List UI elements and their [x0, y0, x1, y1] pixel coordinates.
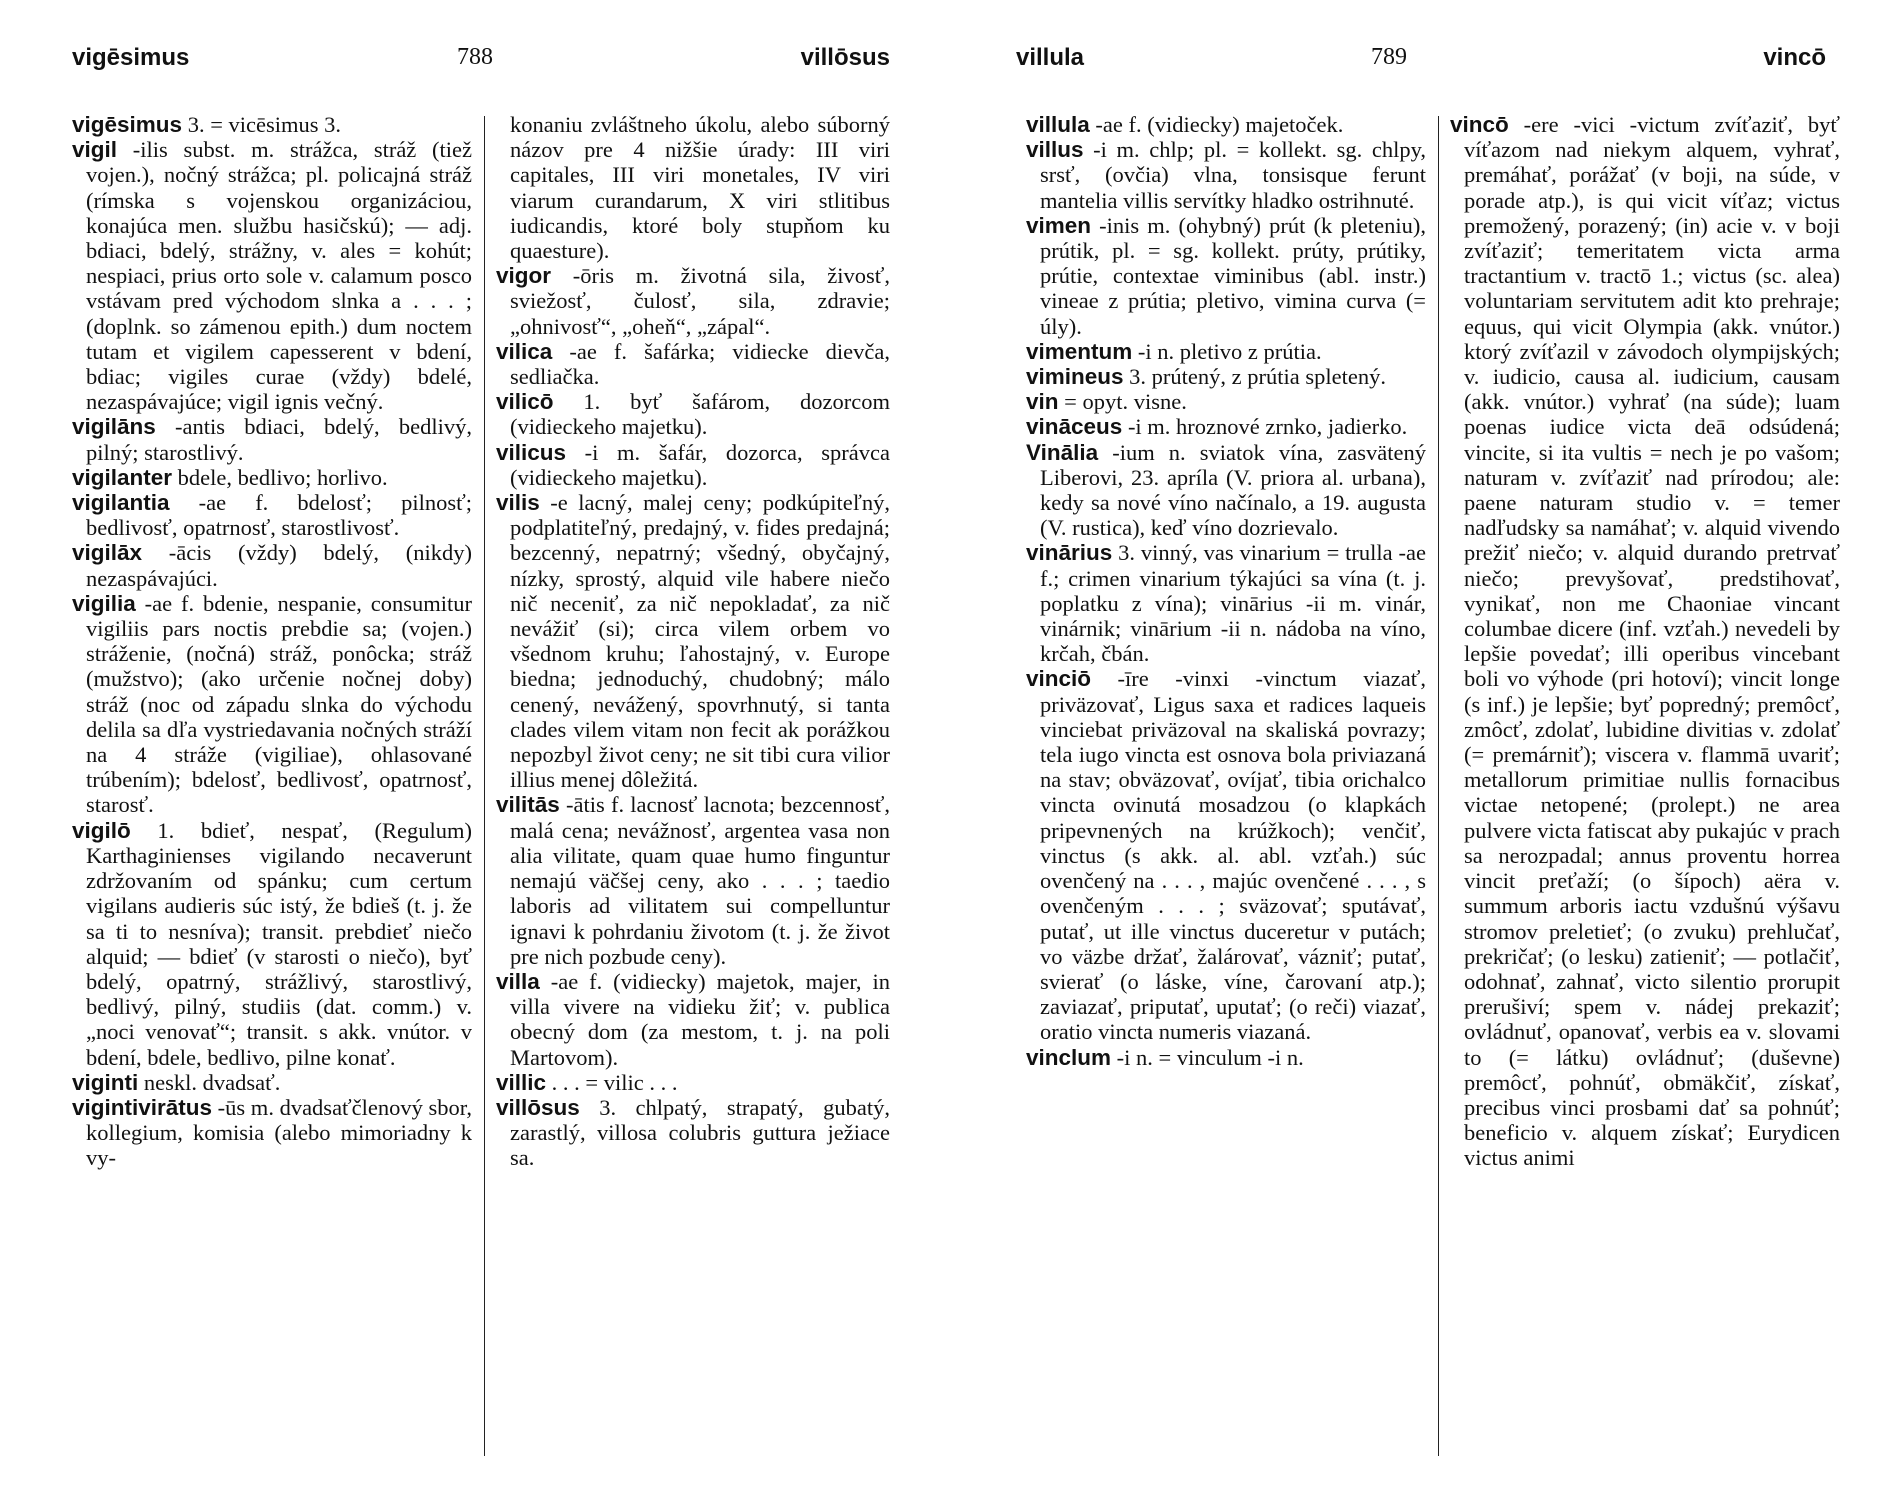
entry-definition: -ae f. (vidiecky) majetoček. — [1089, 112, 1344, 137]
right-page-column-1 — [1026, 112, 1426, 1472]
entry-headword: vimen — [1026, 212, 1092, 238]
entry-headword: Vināliа — [1026, 439, 1099, 465]
dictionary-entry — [1026, 440, 1426, 541]
right-page — [944, 0, 1888, 1500]
dictionary-entry — [496, 490, 890, 792]
entry-definition: -ium n. sviatok vína, zasvätený Liberovi, 23. apríla (V. priora al. urbana), kedy sa nové víno načínalo, a 19. augusta (V. rustica), keď víno dozrievalo. — [1040, 439, 1426, 541]
entry-definition: -ae f. šafárka; vidiecke dievča, sedliačka. — [510, 338, 890, 390]
entry-definition: bdele, bedlivo; horlivo. — [172, 464, 388, 490]
entry-headword: villic — [496, 1069, 547, 1095]
entry-definition: 1. bdieť, nespať, (Regulum) Karthaginienses vigilando necaverunt zdržovaním od spánku; cum certum vigilans audieris súc istý, že bdieš (t. j. že sa ti to nesníva); transit. prebdieť niečo alquid; — bdieť (v starosti o niečo), byť bdelý, opatrný, strážlivý, starostlivý, bedlivý, pilný, studiis (dat. comm.) v. „noci venovať“; transit. s akk. vnútor. v bdení, bdele, bedlivo, pilne konať. — [86, 817, 472, 1070]
dictionary-entry — [72, 818, 472, 1070]
entry-headword: vigilāx — [72, 540, 143, 566]
dictionary-entry — [496, 1070, 890, 1095]
entry-definition: -ātis f. lacnosť lacnota; bezcennosť, malá cena; nevážnosť, argentea vasa non alia vilitate, quam quae humo finguntur nemajú väčšej ceny, ako . . . ; taedio laboris ad vilitatem sui compelluntur ignavi k pohrdaniu životom (t. j. že život pre nich pozbude ceny). — [510, 792, 890, 969]
entry-definition: . . . = vilic . . . — [546, 1069, 678, 1095]
dictionary-entry — [1026, 540, 1426, 666]
dictionary-entry — [496, 389, 890, 439]
entry-definition: -īre -vinxi -vinctum viazať, priväzovať, Ligus saxa et radices laqueis vinciebat priväzoval na skaliská povrazy; tela iugo vincta est osnova bola priviazaná na stav; obväzovať, ovíjať, tibia orichalco vincta ovinutá mosadzou (o klapkách pripevnených na krúžkoch); venčiť, vinctus (s akk. al. abl. vzťah.) súc ovenčený na . . . , majúc ovenčené . . . , s ovenčeným . . . ; sväzovať; sputávať, putať, ut ille vinctus duceretur v putách; vo väzbe držať, žalárovať, vázniť; putať, svierať (o láske, víne, čarovaní atp.); zaviazať, priputať, uputať; (o reči) viazať, oratio vincta numeris viazaná. — [1040, 666, 1426, 1045]
dictionary-entry — [72, 465, 472, 490]
left-page-column-1 — [72, 112, 472, 1472]
entry-definition: 1. byť šafárom, dozorcom (vidieckeho majetku). — [510, 389, 890, 440]
dictionary-entry — [1026, 666, 1426, 1044]
running-head-first-word: villula — [1016, 44, 1085, 71]
running-head-last-word: vincō — [1763, 44, 1826, 71]
entry-definition: 3. = vicēsimus 3. — [182, 112, 341, 137]
dictionary-entry — [72, 591, 472, 818]
entry-headword: vigilāns — [72, 414, 156, 440]
entry-definition: neskl. dvadsať. — [138, 1069, 281, 1095]
entry-definition: -e lacný, malej ceny; podkúpiteľný, podplatiteľný, predajný, v. fides predajná; bezcenný, nepatrný; všedný, obyčajný, nízky, sprostý, alquid vile habere niečo nič neceniť, za nič nepokladať, za nič nevážiť (si); circa vilem orbem vo všednom kruhu; ľahostajný, v. Europe biedna; jednoduchý, chudobný; málo cenený, nevážený, spovrhnutý, si tanta clades vilem vitam non fecit ak porážkou nepozbyl život ceny; ne sit tibi cura vilior illius menej dôležitá. — [510, 490, 890, 793]
entry-headword: villus — [1026, 137, 1084, 163]
column-divider — [484, 116, 485, 1456]
entry-definition: -i n. = vinculum -i n. — [1111, 1044, 1304, 1070]
entry-headword: vilis — [496, 490, 540, 516]
dictionary-entry — [496, 1095, 890, 1171]
entry-definition: -ācis (vždy) bdelý, (nikdy) nezaspávajúci. — [86, 540, 472, 591]
entry-definition: -ae f. bdelosť; pilnosť; bedlivosť, opatrnosť, starostlivosť. — [86, 490, 472, 541]
entry-definition: -ilis subst. m. strážca, stráž (tiež vojen.), nočný strážca; pl. policajná stráž (rímska s vojenskou organizáciou, konajúca men. službu hasičskú); — adj. bdiaci, bdelý, strážny, v. ales = kohút; nespiaci, prius orto sole v. calamum posco vstávam pred východom slnka a . . . ; (doplnk. so zámenou epith.) dum noctem tutam et vigilem capesserent v bdení, bdiac; vigiles curae (vždy) bdelé, nezaspávajúce; vigil ignis večný. — [86, 137, 472, 415]
dictionary-entry — [72, 1070, 472, 1095]
dictionary-entry — [72, 112, 472, 137]
entry-headword: vilitās — [496, 792, 560, 818]
entry-headword: vigēsimus — [72, 112, 183, 137]
entry-definition: 3. chlpatý, strapatý, gubatý, zarastlý, villosa colubris guttura ježiace sa. — [510, 1094, 890, 1171]
entry-headword: vigor — [496, 263, 552, 289]
dictionary-entry — [1026, 137, 1426, 213]
entry-definition: -ūs m. dvadsaťčlenový sbor, kollegium, komisia (alebo mimoriadny k vy- — [86, 1094, 472, 1171]
dictionary-entry — [1026, 364, 1426, 389]
dictionary-entry — [496, 969, 890, 1070]
entry-headword: vincō — [1450, 112, 1509, 137]
dictionary-entry: konaniu zvláštneho úkolu, alebo súborný názov pre 4 nižšie úrady: III viri capitales, III viri monetales, IV viri viarum curandarum, X viri stlitibus iudicandis, ktoré boly stupňom ku quaesture). — [510, 112, 890, 264]
entry-headword: viginti — [72, 1069, 139, 1095]
entry-definition: 3. vinný, vas vinarium = trulla -ae f.; crimen vinarium týkajúci sa vína (t. j. poplatku z vína); vinārius -ii m. vinár, vinárnik; vinārium -ii n. nádoba na víno, krčah, čbán. — [1040, 540, 1426, 667]
entry-definition: -ōris m. životná sila, živosť, sviežosť, čulosť, sila, zdravie; „ohnivosť“, „oheň“, „zápal“. — [510, 263, 890, 339]
entry-headword: vinārius — [1026, 540, 1113, 566]
entry-definition: -inis m. (ohybný) prút (k pleteniu), prútik, pl. = sg. kollekt. prúty, prútiky, prútie, contextae viminibus (abl. instr.) vineae z prútia; pletivo, vimina curva (= úly). — [1040, 212, 1426, 339]
entry-headword: vilica — [496, 338, 553, 364]
entry-headword: vigilanter — [72, 464, 173, 490]
dictionary-entry — [72, 414, 472, 464]
dictionary-entry — [1450, 112, 1840, 1171]
dictionary-entry — [1026, 1045, 1426, 1070]
column-divider — [1438, 116, 1439, 1456]
entry-definition: -ae f. bdenie, nespanie, consumitur vigiliis pars noctis prebdie sa; (vojen.) stráženie, (nočná) stráž, ponôcka; stráž (mužstvo); (ako určenie nočnej doby) stráž (noc od západu slnka do východu delila sa dľa vystriedavania nočných stráží na 4 stráže (vigiliae), ohlasované trúbením); bdelosť, bedlivosť, opatrnosť, starosť. — [86, 590, 472, 818]
entry-definition: -ere -vici -victum zvíťaziť, byť víťazom nad niekym alquem, vyhrať, premáhať, porážať (v boji, na súde, v porade atp.), is qui vicit víťaz; victus premožený, porazený; (in) acie v. v boji zvíťaziť; temeritatem victa arma tractantium v. tractō 1.; victus (sc. alea) voluntariam servitutem adit kto prehraje; equus, qui vicit Olympia (akk. vnútor.) ktorý zvíťazil v závodoch olympijských; v. iudicio, causa al. iudicium, causam (akk. vnútor.) vyhrať (na súde); luam poenas iudice victa deā odsúdená; vincite, si ita vultis = nech je po vašom; naturam v. zvíťaziť nad prírodou; ale: paene naturam studio v. = temer nadľudsky sa namáhať; v. alquid vivendo prežiť niečo; v. alquid durando pretrvať niečo; prevyšovať, predstihovať, vynikať, non me Chaoniae vincant columbae dicere (inf. vzťah.) nevedeli by lepšie povedať; illi operibus vincebant boli vo výhode (pri hotoví); vincit longe (s inf.) je lepšie; byť popredný; premôcť, zmôcť, zdolať, lubidine divitias v. zdolať (= premárniť); viscera v. flammā uvariť; metallorum primitiae nullis fornacibus victae netopené; (prolept.) ne area pulvere victa fatiscat aby pukajúc v prach sa nerozpadal; annus proventu horrea vincit preťaží; (o šípoch) aëra v. summum arboris iactu vzdušnú výšavu stromov preletieť; (o zvuku) prehlučať, prekričať; (o lesku) zatieniť; — potlačiť, odohnať, zahnať, victo silentio prorupit prerušiví; spem v. nádej prekaziť; ovládnuť, opanovať, verbis ea v. slovami to (= látku) ovládnuť; (duševne) premôcť, pohnúť, obmäkčiť, získať, precibus vinci prosbami dať sa pohnúť; beneficio v. alquem získať; Eurydicen victus animi — [1464, 112, 1840, 1171]
dictionary-entry — [496, 440, 890, 490]
dictionary-entry — [72, 137, 472, 414]
dictionary-entry — [1026, 112, 1426, 137]
dictionary-entry — [1026, 414, 1426, 439]
dictionary-entry — [496, 792, 890, 968]
entry-headword: vimineus — [1026, 364, 1124, 390]
entry-definition: -antis bdiaci, bdelý, bedlivý, pilný; starostlivý. — [86, 414, 472, 465]
dictionary-entry — [72, 490, 472, 540]
entry-headword: vigintivirātus — [72, 1094, 213, 1120]
entry-definition: = opyt. visne. — [1058, 389, 1187, 415]
running-head-first-word: vigēsimus — [72, 44, 190, 71]
entry-headword: vinciō — [1026, 666, 1092, 692]
entry-headword: villōsus — [496, 1094, 580, 1120]
entry-headword: vilicus — [496, 439, 567, 465]
entry-definition: -i n. pletivo z prútia. — [1132, 338, 1322, 364]
entry-headword: vigilō — [72, 817, 131, 843]
right-page-column-2 — [1450, 112, 1840, 1472]
entry-definition: -i m. hroznové zrnko, jadierko. — [1122, 414, 1408, 440]
entry-headword: vin — [1026, 389, 1059, 415]
dictionary-entry — [72, 540, 472, 590]
dictionary-entry — [1026, 213, 1426, 339]
left-page-header — [72, 44, 890, 84]
page-number: 788 — [457, 44, 493, 70]
dictionary-entry — [496, 339, 890, 389]
entry-definition: 3. prútený, z prútia spletený. — [1123, 364, 1386, 390]
entry-headword: vinclum — [1026, 1044, 1112, 1070]
entry-headword: villula — [1026, 112, 1090, 137]
entry-definition: -ae f. (vidiecky) majetok, majer, in villa vivere na vidieku žiť; v. publica obecný dom (za mestom, t. j. na poli Martovom). — [510, 968, 890, 1070]
page-number: 789 — [1371, 44, 1407, 70]
entry-definition: -i m. chlp; pl. = kollekt. sg. chlpy, srsť, (ovčia) vlna, tonsisque ferunt mantelia villis servítky hladko ostrihnuté. — [1040, 137, 1426, 213]
dictionary-entry — [1026, 339, 1426, 364]
right-page-header — [1016, 44, 1826, 84]
dictionary-entry — [1026, 389, 1426, 414]
entry-headword: villa — [496, 968, 540, 994]
entry-headword: vināceus — [1026, 414, 1123, 440]
dictionary-entry — [496, 263, 890, 339]
dictionary-entry — [72, 1095, 472, 1171]
entry-definition: -i m. šafár, dozorca, správca (vidieckeho majetku). — [510, 439, 890, 490]
left-page-column-2 — [496, 112, 890, 1472]
entry-headword: vilicō — [496, 389, 554, 415]
entry-headword: vigilantia — [72, 490, 170, 516]
entry-headword: vigilia — [72, 590, 136, 616]
entry-headword: vimentum — [1026, 338, 1133, 364]
running-head-last-word: villōsus — [800, 44, 890, 71]
entry-headword: vigil — [72, 137, 118, 163]
